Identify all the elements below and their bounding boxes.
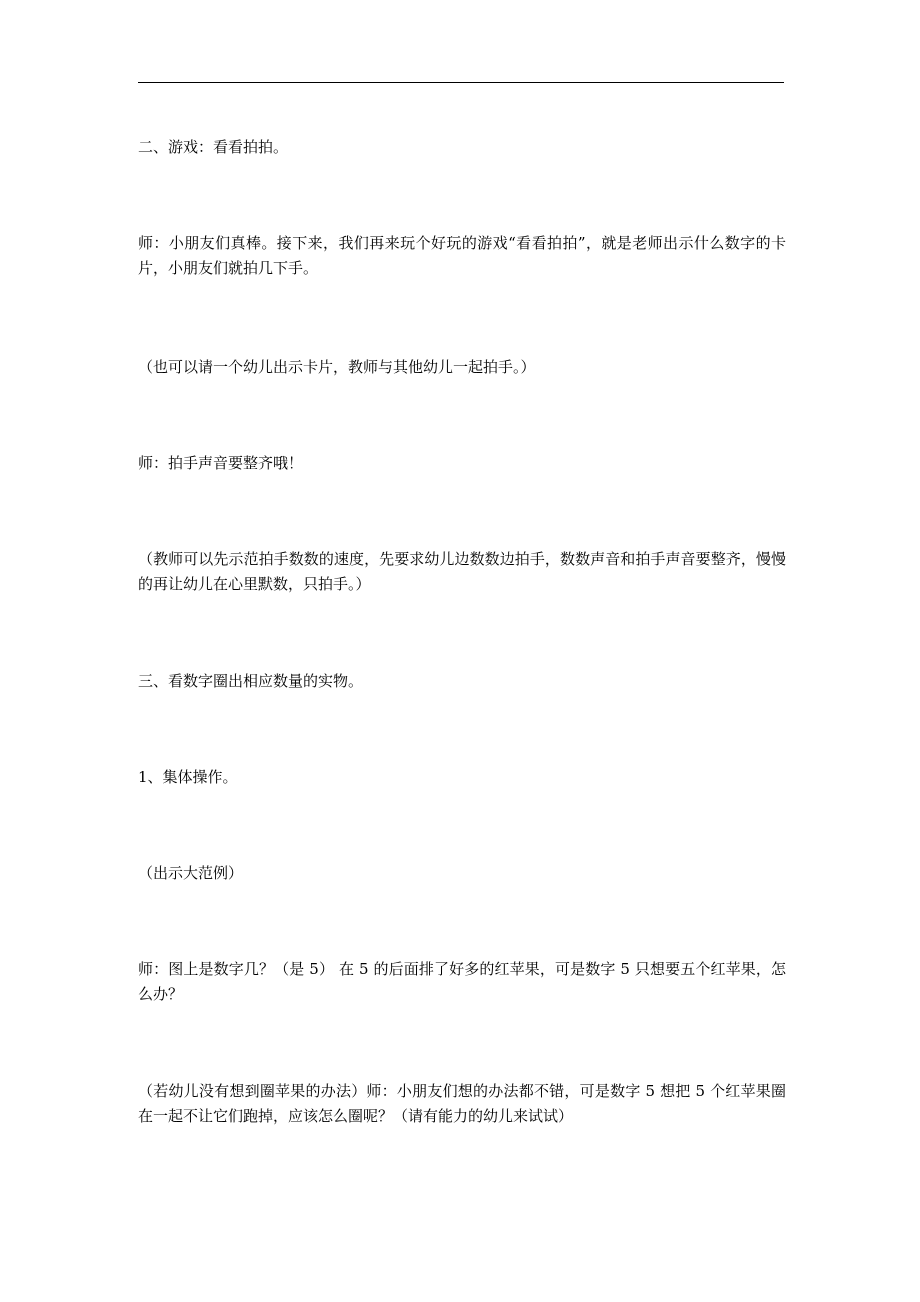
note-circle-apples: （若幼儿没有想到圈苹果的办法）师：小朋友们想的办法都不错，可是数字 5 想把 5 个红苹果圈在一起不让它们跑掉，应该怎么圈呢？（请有能力的幼儿来试试） xyxy=(138,1082,786,1125)
note-demonstrate-speed: （教师可以先示范拍手数数的速度，先要求幼儿边数数边拍手，数数声音和拍手声音要整齐，慢慢的再让幼儿在心里默数，只拍手。） xyxy=(138,550,786,593)
subheading-group-activity: 1、集体操作。 xyxy=(138,768,238,786)
teacher-line-clap-together: 师：拍手声音要整齐哦！ xyxy=(138,454,304,472)
note-child-shows-card: （也可以请一个幼儿出示卡片，教师与其他幼儿一起拍手。） xyxy=(138,358,536,376)
teacher-line-which-number: 师：图上是数字几？（是 5） 在 5 的后面排了好多的红苹果，可是数字 5 只想要五个红苹果，怎么办？ xyxy=(138,960,786,1003)
header-rule xyxy=(138,82,784,83)
teacher-line-intro-game: 师：小朋友们真棒。接下来，我们再来玩个好玩的游戏“看看拍拍”，就是老师出示什么数字的卡片，小朋友们就拍几下手。 xyxy=(138,234,786,277)
section-heading-circle: 三、看数字圈出相应数量的实物。 xyxy=(138,672,364,690)
section-heading-game: 二、游戏：看看拍拍。 xyxy=(138,138,289,156)
note-show-example: （出示大范例） xyxy=(138,864,244,882)
